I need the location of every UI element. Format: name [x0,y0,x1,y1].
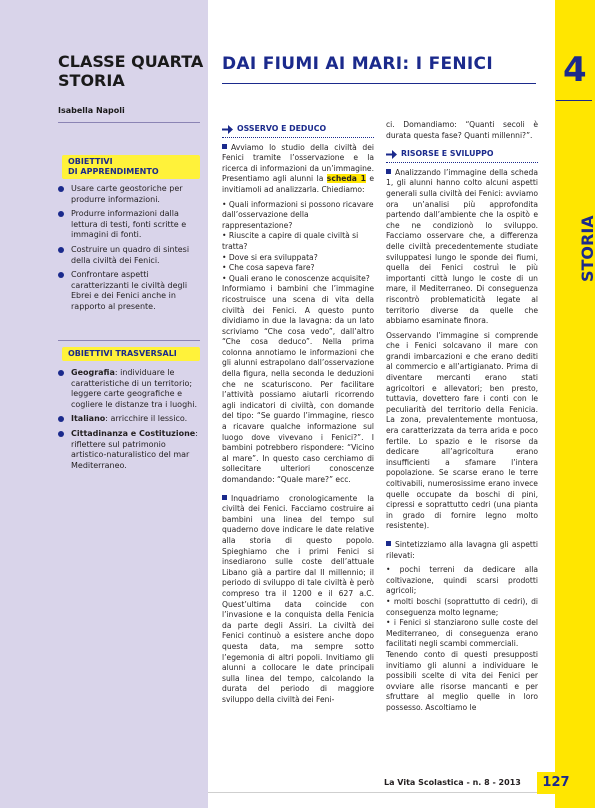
list-item: • pochi terreni da dedicare alla coltivazione, quindi scarsi prodotti agricoli; [386,565,538,596]
divider [58,122,200,123]
divider [208,792,555,793]
list-item: Geografia: individuare le caratteristiche di un territorio; leggere carte geografiche e cogliere le distanze tra i luoghi. [58,368,202,410]
paragraph: Osservando l’immagine si comprende che i Fenici solcavano il mare con grandi imbarcazioni e che erano dediti al commercio e all’artigianato. Prima di diventare mercanti erano stati agricoltori e allevatori; ben presto, tuttavia, dovettero fare i conti con le peculiarità del territorio della Fenicia. La zona, prevalentemente montuosa, era caratterizzata da terra arida e poco fertile. Lo spazio e le risorse da dedicare all’agricoltura erano insufficienti a sfamare l’intera popolazione. Se scarse erano le terre coltivabili, numerosissime erano invece quelle occupate da boschi di pini, cipressi e soprattutto cedri (una pianta in grado di fornire legno molto resistente). [386,330,538,531]
paragraph: Tenendo conto di questi presupposti invitiamo gli alunni a individuare le possibili scelte di vita dei Fenici per ovviare alle risorse mancanti e per sfruttare al meglio quelle in loro possesso. Ascoltiamo le [386,649,538,712]
list-item: Confrontare aspetti caratterizzanti le civiltà degli Ebrei e dei Fenici anche in rapporto al presente. [58,270,202,312]
paragraph: Avviamo lo studio della civiltà dei Fenici tramite l’osservazione e la ricerca di informazioni da un’immagine. Presentiamo agli alunni la scheda 1 e invitiamoli ad analizzarla. Chiediamo: [222,142,374,194]
class-title-line2: STORIA [58,71,125,90]
question-list [222,200,374,285]
list-item: • Quali informazioni si possono ricavare dall’osservazione della rappresentazione? [222,199,374,230]
square-bullet-icon [386,169,391,174]
divider [222,83,536,84]
paragraph: Sintetizziamo alla lavagna gli aspetti rilevati: [386,539,538,560]
footer-publication: La Vita Scolastica - n. 8 - 2013 [384,778,521,787]
paragraph: Analizzando l’immagine della scheda 1, gli alunni hanno colto alcuni aspetti generali sulla civiltà dei Fenici: avviamo ora un’analisi più approfondita partendo dall’ambiente che la ospitò e che ne condizionò lo sviluppo. Facciamo osservare che, a differenza delle civiltà precedentemente studiate sviluppatesi lungo le sponde dei fiumi, quella dei Fenici costruì le più importanti città lungo le coste di un mare, il Mediterraneo. Di conseguenza riscontrò problematicità legate al territorio diverse da quelle che abbiamo esaminate finora. [386,167,538,326]
author: Isabella Napoli [58,106,125,115]
list-item: • Che cosa sapeva fare? [222,263,315,273]
column-right [386,120,538,717]
objectives-list [58,184,202,317]
bullet-icon [58,247,64,253]
divider [58,340,200,341]
paragraph: Informiamo i bambini che l’immagine ricostruisce una scena di vita della civiltà dei Fenici. A questo punto dividiamo in due la lavagna: da un lato scriviamo “Che cosa vedo”, dall’altro “Che cosa deduco”. Nella prima colonna annotiamo le informazioni che gli alunni estrapolano dall’osservazione della figura, nella seconda le deduzioni che ne scaturiscono. Per facilitare l’attività possiamo aiutarli ricorrendo agli indicatori di civiltà, con domande del tipo: “Se guardo l’immagine, riesco a ricavare qualche informazione sul luogo dove vivevano i Fenici?”. I bambini potrebbero rispondere: “Vicino al mare”. In questo caso cerchiamo di sollecitare ulteriori conoscenze domandando: “Quale mare?” ecc. [222,284,374,484]
bullet-icon [58,211,64,217]
objectives-heading [62,155,200,179]
section-label: STORIA [578,215,597,282]
list-item: • molti boschi (soprattutto di cedri), di conseguenza molto legname; [386,596,538,617]
list-item: Cittadinanza e Costituzione: riflettere sul patrimonio artistico-naturalistico del mar Mediterraneo. [58,429,202,471]
bullet-icon [58,186,64,192]
chapter-number: 4 [563,50,587,90]
transversal-list [58,368,202,475]
class-title-line1: CLASSE QUARTA [58,52,204,71]
class-title [58,52,203,90]
square-bullet-icon [222,144,227,149]
list-item: • i Fenici si stanziarono sulle coste del Mediterraneo, di conseguenza erano facilitati negli scambi commerciali. [386,618,538,649]
bullet-icon [58,416,64,422]
highlight: scheda 1 [326,174,366,184]
list-item: Produrre informazioni dalla lettura di testi, fonti scritte e immagini di fonti. [58,209,202,241]
bullet-icon [58,272,64,278]
bullet-icon [58,370,64,376]
arrow-right-icon [386,150,397,159]
square-bullet-icon [222,495,227,500]
paragraph: ci. Domandiamo: “Quanti secoli è durata questa fase? Quanti millenni?”. [386,120,538,140]
list-item: • Quali erano le conoscenze acquisite? [222,273,370,283]
list-item: Usare carte geostoriche per produrre informazioni. [58,184,202,205]
page-number: 127 [537,772,575,794]
bullet-icon [58,431,64,437]
divider [556,100,592,101]
list-item: • Dove si era sviluppata? [222,252,318,262]
page-title: DAI FIUMI AI MARI: I FENICI [222,54,493,74]
transversal-heading: OBIETTIVI TRASVERSALI [62,347,200,361]
list-item: Italiano: arricchire il lessico. [58,414,202,425]
list-item: Costruire un quadro di sintesi della civiltà dei Fenici. [58,245,202,266]
summary-list [386,565,538,650]
arrow-right-icon [222,125,233,134]
square-bullet-icon [386,541,391,546]
list-item: • Riuscite a capire di quale civiltà si tratta? [222,231,359,251]
section-tab [555,0,595,808]
column-left [222,124,374,709]
section-heading: OSSERVO E DEDUCO [222,124,374,138]
section-heading: RISORSE E SVILUPPO [386,149,538,163]
objectives-heading-line1: OBIETTIVI [68,157,113,166]
objectives-heading-line2: DI APPRENDIMENTO [68,167,159,176]
paragraph: Inquadriamo cronologicamente la civiltà dei Fenici. Facciamo costruire ai bambini una linea del tempo sul quaderno dove indicare le date relative alla storia di questo popolo. Spieghiamo che i primi Fenici si insediarono sulle coste dell’attuale Libano già a partire dal II millennio; il periodo di sviluppo di tale civiltà è però compreso tra il 1200 e il 627 a.C. Quest’ultima data coincide con l’invasione e la conquista della Fenicia da parte degli Assiri. La civiltà dei Fenici continuò a esistere anche dopo questa data, ma sempre sotto l’egemonia di altri popoli. Invitiamo gli alunni a collocare le date principali sulla linea del tempo, calcolando la durata del periodo di maggiore sviluppo della civiltà dei Feni- [222,493,374,704]
